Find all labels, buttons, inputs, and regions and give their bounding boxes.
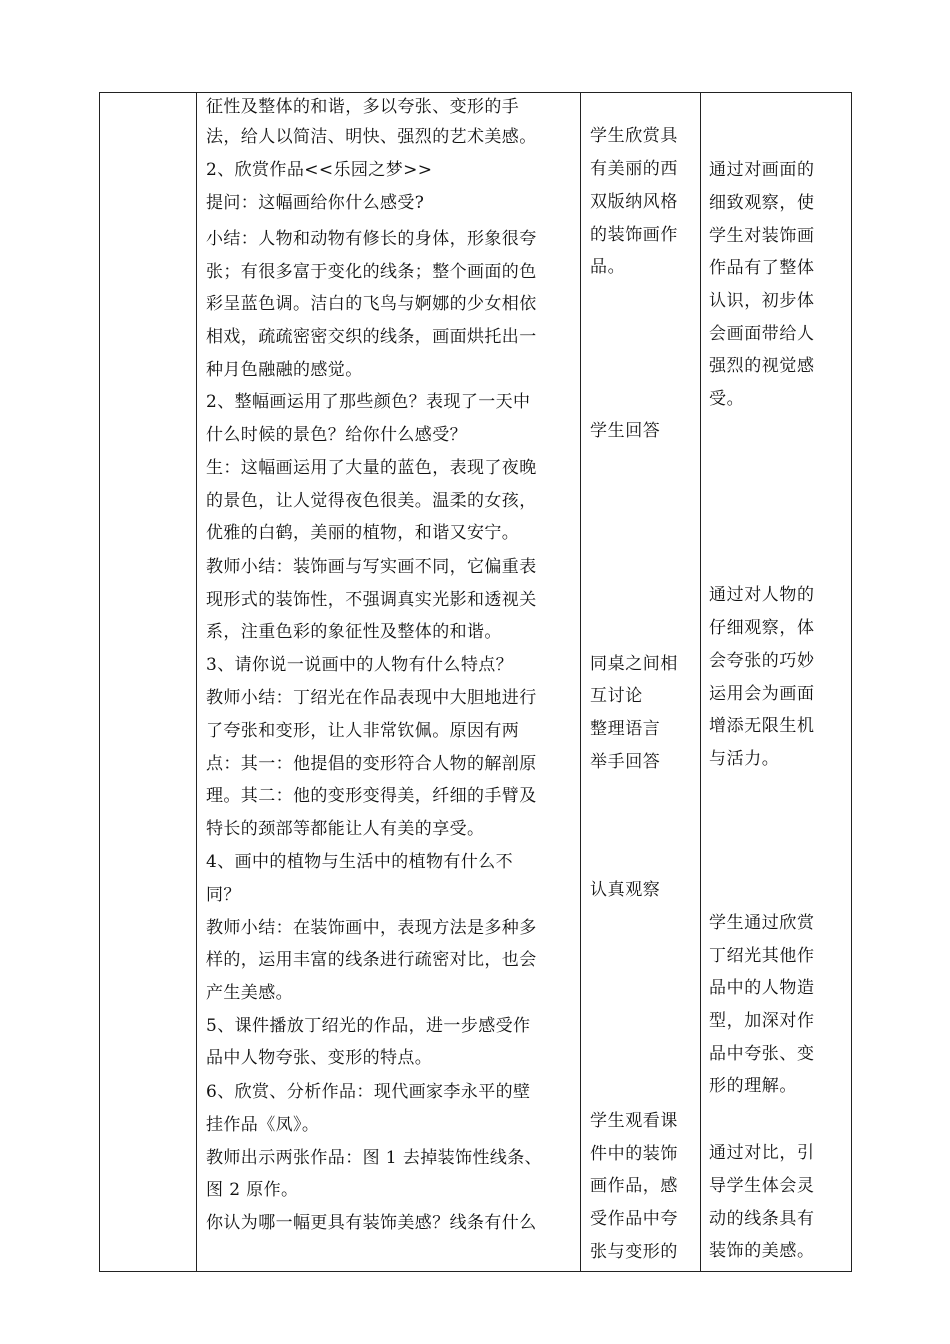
intent-line: 增添无限生机 bbox=[709, 716, 815, 736]
student-line: 的装饰画作 bbox=[590, 225, 678, 245]
content-line: 小结：人物和动物有修长的身体，形象很夸 bbox=[206, 229, 537, 249]
content-line: 生：这幅画运用了大量的蓝色，表现了夜晚 bbox=[206, 458, 537, 478]
student-line: 学生观看课 bbox=[590, 1111, 678, 1131]
intent-line: 导学生体会灵 bbox=[709, 1176, 815, 1196]
content-line: 样的，运用丰富的线条进行疏密对比，也会 bbox=[206, 950, 537, 970]
content-line: 相戏，疏疏密密交织的线条，画面烘托出一 bbox=[206, 327, 537, 347]
content-line: 4、画中的植物与生活中的植物有什么不 bbox=[206, 852, 514, 872]
intent-line: 与活力。 bbox=[709, 749, 780, 769]
content-line: 特长的颈部等都能让人有美的享受。 bbox=[206, 819, 485, 839]
content-line: 提问：这幅画给你什么感受? bbox=[206, 193, 425, 213]
student-line: 举手回答 bbox=[590, 752, 661, 772]
content-line: 品中人物夸张、变形的特点。 bbox=[206, 1048, 433, 1068]
content-line: 了夸张和变形，让人非常钦佩。原因有两 bbox=[206, 721, 520, 741]
student-line: 整理语言 bbox=[590, 719, 661, 739]
content-line: 优雅的白鹤，美丽的植物，和谐又安宁。 bbox=[206, 523, 520, 543]
content-line: 5、课件播放丁绍光的作品，进一步感受作 bbox=[206, 1016, 531, 1036]
intent-line: 动的线条具有 bbox=[709, 1209, 815, 1229]
content-line: 种月色融融的感觉。 bbox=[206, 360, 363, 380]
content-line: 彩呈蓝色调。洁白的飞鸟与婀娜的少女相依 bbox=[206, 294, 537, 314]
student-line: 互讨论 bbox=[590, 686, 643, 706]
content-line: 同？ bbox=[206, 885, 241, 905]
intent-line: 作品有了整体 bbox=[709, 258, 815, 278]
content-line: 你认为哪一幅更具有装饰美感？线条有什么 bbox=[206, 1213, 537, 1233]
content-line: 理。其二：他的变形变得美，纤细的手臂及 bbox=[206, 786, 537, 806]
intent-line: 仔细观察，体 bbox=[709, 618, 815, 638]
intent-line: 型，加深对作 bbox=[709, 1011, 815, 1031]
intent-line: 会画面带给人 bbox=[709, 324, 815, 344]
intent-line: 学生通过欣赏 bbox=[709, 913, 815, 933]
intent-line: 通过对画面的 bbox=[709, 160, 815, 180]
intent-line: 品中的人物造 bbox=[709, 978, 815, 998]
content-line: 张；有很多富于变化的线条；整个画面的色 bbox=[206, 262, 537, 282]
intent-line: 形的理解。 bbox=[709, 1076, 797, 1096]
content-line: 3、请你说一说画中的人物有什么特点？ bbox=[206, 655, 514, 675]
intent-line: 通过对比，引 bbox=[709, 1143, 815, 1163]
intent-line: 通过对人物的 bbox=[709, 585, 815, 605]
intent-line: 丁绍光其他作 bbox=[709, 946, 815, 966]
content-line: 6、欣赏、分析作品：现代画家李永平的壁 bbox=[206, 1082, 531, 1102]
content-line: 教师小结：在装饰画中，表现方法是多种多 bbox=[206, 918, 537, 938]
content-line: 征性及整体的和谐，多以夸张、变形的手 bbox=[206, 97, 520, 117]
content-line: 教师小结：装饰画与写实画不同，它偏重表 bbox=[206, 557, 537, 577]
intent-line: 学生对装饰画 bbox=[709, 226, 815, 246]
intent-line: 强烈的视觉感 bbox=[709, 356, 815, 376]
student-line: 画作品，感 bbox=[590, 1176, 678, 1196]
intent-line: 受。 bbox=[709, 389, 745, 409]
student-line: 受作品中夸 bbox=[590, 1209, 678, 1229]
content-line: 图 2 原作。 bbox=[206, 1180, 299, 1200]
content-line: 2、整幅画运用了那些颜色？表现了一天中 bbox=[206, 392, 531, 412]
student-line: 双版纳风格 bbox=[590, 192, 678, 212]
intent-line: 装饰的美感。 bbox=[709, 1241, 815, 1261]
student-line: 品。 bbox=[590, 257, 626, 277]
intent-line: 细致观察，使 bbox=[709, 193, 815, 213]
content-line: 系，注重色彩的象征性及整体的和谐。 bbox=[206, 622, 502, 642]
student-line: 同桌之间相 bbox=[590, 654, 678, 674]
column-divider bbox=[700, 92, 701, 1272]
content-line: 2、欣赏作品<<乐园之梦>> bbox=[206, 160, 433, 180]
content-line: 什么时候的景色？给你什么感受？ bbox=[206, 425, 467, 445]
intent-line: 品中夸张、变 bbox=[709, 1044, 815, 1064]
content-line: 产生美感。 bbox=[206, 983, 293, 1003]
content-line: 教师出示两张作品：图 1 去掉装饰性线条、 bbox=[206, 1148, 543, 1168]
intent-line: 认识，初步体 bbox=[709, 291, 815, 311]
content-line: 法，给人以简洁、明快、强烈的艺术美感。 bbox=[206, 127, 537, 147]
column-divider bbox=[196, 92, 197, 1272]
student-line: 件中的装饰 bbox=[590, 1144, 678, 1164]
student-line: 学生回答 bbox=[590, 421, 661, 441]
student-line: 认真观察 bbox=[590, 880, 661, 900]
column-divider bbox=[580, 92, 581, 1272]
student-line: 有美丽的西 bbox=[590, 159, 678, 179]
student-line: 张与变形的 bbox=[590, 1242, 678, 1262]
student-line: 学生欣赏具 bbox=[590, 126, 678, 146]
stage-column bbox=[100, 92, 196, 1272]
content-line: 挂作品《凤》。 bbox=[206, 1115, 320, 1135]
content-line: 的景色，让人觉得夜色很美。温柔的女孩， bbox=[206, 491, 537, 511]
content-line: 现形式的装饰性，不强调真实光影和透视关 bbox=[206, 590, 537, 610]
intent-line: 运用会为画面 bbox=[709, 684, 815, 704]
intent-line: 会夸张的巧妙 bbox=[709, 651, 815, 671]
content-line: 点：其一：他提倡的变形符合人物的解剖原 bbox=[206, 754, 537, 774]
content-line: 教师小结：丁绍光在作品表现中大胆地进行 bbox=[206, 688, 537, 708]
